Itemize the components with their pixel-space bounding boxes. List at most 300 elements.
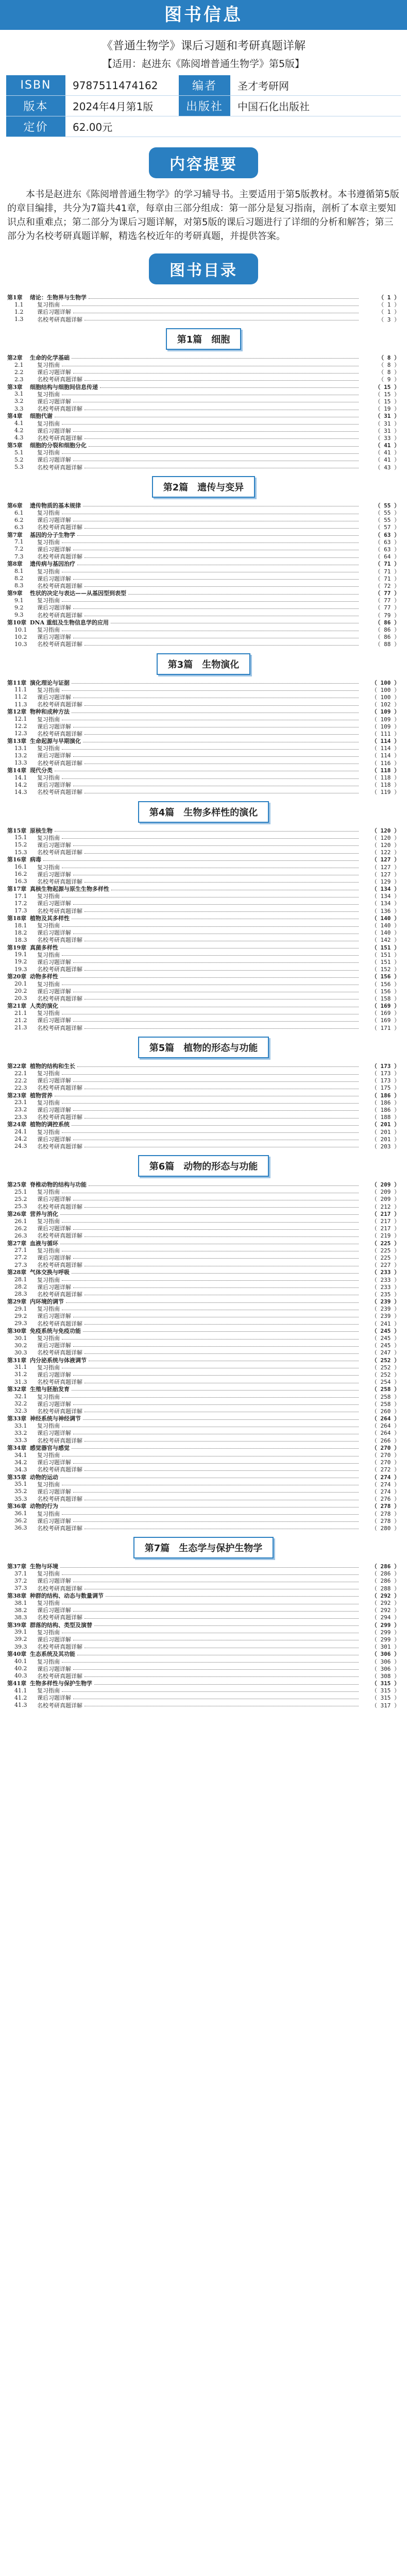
toc-entry-title: 生物多样性与保护生物学: [30, 1680, 92, 1687]
toc-section-row: [7, 1305, 400, 1312]
toc-entry-title: DNA 重组及生物信息学的应用: [30, 619, 109, 626]
toc-entry-number: 5.1: [14, 449, 24, 456]
toc-leader-dots: [73, 608, 359, 609]
toc-section-row: [7, 427, 400, 434]
toc-entry-number: 39.1: [14, 1629, 27, 1636]
toc-entry-page: （ 227 ）: [371, 1262, 400, 1269]
toc-chapter-row: [7, 1502, 400, 1510]
toc-entry-number: 40.3: [14, 1672, 27, 1680]
toc-entry-number: 12.2: [14, 723, 27, 730]
toc-leader-dots: [62, 749, 359, 750]
toc-section-row: [7, 1599, 400, 1606]
toc-leader-dots: [62, 1074, 359, 1075]
toc-entry-page: （ 239 ）: [371, 1306, 400, 1313]
toc-section-row: [7, 1225, 400, 1232]
toc-leader-dots: [60, 1567, 359, 1568]
toc-section-row: [7, 1016, 400, 1024]
toc-section-row: [7, 361, 400, 368]
toc-entry-title: 复习指南: [37, 1452, 60, 1459]
toc-entry-page: （ 1 ）: [378, 294, 400, 301]
toc-entry-title: 复习指南: [37, 1189, 60, 1196]
toc-entry-page: （ 55 ）: [375, 510, 400, 517]
toc-entry-page: （ 315 ）: [371, 1694, 400, 1702]
toc-leader-dots: [73, 1375, 359, 1376]
toc-chapter-row: [7, 973, 400, 980]
toc-entry-page: （ 301 ）: [371, 1643, 400, 1651]
toc-entry-number: 23.2: [14, 1106, 27, 1113]
toc-section-row: [7, 464, 400, 471]
toc-leader-dots: [89, 1185, 359, 1186]
toc-entry-page: （ 270 ）: [371, 1452, 400, 1459]
info-row-isbn: [6, 75, 401, 96]
toc-entry-title: 课后习题详解: [37, 1636, 71, 1643]
toc-chapter-row: [7, 1121, 400, 1128]
toc-entry-title: 复习指南: [37, 1306, 60, 1313]
toc-section-row: [7, 1400, 400, 1408]
toc-entry-page: （ 109 ）: [371, 708, 400, 716]
toc-entry-number: 第24章: [7, 1121, 27, 1128]
toc-leader-dots: [73, 1021, 359, 1022]
toc-section-row: [7, 1232, 400, 1239]
toc-entry-title: 复习指南: [37, 1658, 60, 1665]
toc-part-heading: [7, 648, 400, 679]
toc-entry-number: 10.2: [14, 633, 27, 640]
toc-entry-number: 第6章: [7, 502, 23, 509]
toc-entry-page: （ 169 ）: [371, 1010, 400, 1017]
toc-entry-number: 第11章: [7, 679, 27, 686]
toc-entry-title: 课后习题详解: [37, 1459, 71, 1466]
toc-entry-page: （ 102 ）: [371, 701, 400, 708]
toc-entry-number: 第23章: [7, 1092, 27, 1099]
toc-entry-page: （ 114 ）: [371, 738, 400, 745]
toc-entry-number: 第29章: [7, 1298, 27, 1306]
price-value: 62.00元: [73, 121, 113, 133]
toc-entry-page: （ 225 ）: [371, 1254, 400, 1261]
toc-entry-page: （ 140 ）: [371, 929, 400, 937]
toc-section-row: [7, 730, 400, 737]
toc-section-row: [7, 980, 400, 987]
toc-entry-page: （ 233 ）: [371, 1276, 400, 1283]
toc-entry-page: （ 258 ）: [371, 1400, 400, 1408]
toc-entry-title: 名校考研真题详解: [37, 878, 82, 885]
toc-entry-number: 第5章: [7, 442, 23, 449]
toc-entry-title: 课后习题详解: [37, 1488, 71, 1495]
toc-entry-title: 课后习题详解: [37, 1196, 71, 1203]
toc-section-row: [7, 1451, 400, 1459]
toc-entry-title: 脊椎动物的结构与功能: [30, 1181, 87, 1189]
toc-entry-title: 课后习题详解: [37, 693, 71, 701]
toc-chapter-row: [7, 1592, 400, 1599]
toc-entry-number: 18.1: [14, 922, 27, 929]
toc-entry-page: （ 233 ）: [371, 1269, 400, 1276]
toc-entry-number: 第18章: [7, 914, 27, 922]
toc-entry-page: （ 245 ）: [371, 1335, 400, 1342]
editor-value: 圣才考研网: [238, 80, 289, 92]
toc-leader-dots: [84, 1470, 359, 1471]
toc-entry-number: 第36章: [7, 1503, 27, 1510]
toc-entry-page: （ 245 ）: [371, 1342, 400, 1349]
toc-leader-dots: [62, 955, 359, 956]
toc-entry-number: 20.1: [14, 980, 27, 988]
toc-leader-dots: [62, 1662, 359, 1663]
toc-entry-page: （ 127 ）: [371, 863, 400, 871]
toc-leader-dots: [73, 1258, 359, 1259]
toc-entry-title: 内分泌系统与体液调节: [30, 1357, 87, 1364]
toc-leader-dots: [84, 882, 359, 883]
toc-entry-title: 名校考研真题详解: [37, 1672, 82, 1680]
toc-entry-number: 19.2: [14, 958, 27, 965]
toc-entry-title: 复习指南: [37, 1481, 60, 1488]
toc-entry-page: （ 118 ）: [371, 782, 400, 789]
toc-entry-number: 第9章: [7, 590, 23, 597]
toc-entry-title: 课后习题详解: [37, 1106, 71, 1113]
toc-entry-title: 复习指南: [37, 1393, 60, 1400]
toc-part-title: 第5篇 植物的形态与功能: [138, 1037, 269, 1058]
toc-entry-page: （ 129 ）: [371, 878, 400, 885]
toc-entry-title: 营养与消化: [30, 1210, 58, 1217]
toc-entry-title: 课后习题详解: [37, 1607, 71, 1614]
toc-entry-page: （ 225 ）: [371, 1240, 400, 1247]
toc-entry-number: 第35章: [7, 1473, 27, 1481]
toc-entry-title: 植物及其多样性: [30, 914, 70, 922]
toc-entry-number: 第31章: [7, 1357, 27, 1364]
toc-entry-title: 复习指南: [37, 362, 60, 369]
toc-section-row: [7, 1113, 400, 1121]
toc-entry-page: （ 114 ）: [371, 752, 400, 759]
toc-entry-title: 群落的结构、类型及演替: [30, 1621, 92, 1629]
toc-entry-number: 2.3: [14, 376, 24, 383]
toc-entry-number: 39.2: [14, 1636, 27, 1643]
toc-section-row: [7, 951, 400, 958]
summary-text: 本书是赵进东《陈阅增普通生物学》的学习辅导书。主要适用于第5版教材。本书遵循第5版的章目编排，共分为7篇共41章，每章由三部分组成：第一部分是复习指南，剖析了本章主要知识点和重难点；第二部分为课后习题详解，对第5版的课后习题进行了详细的分析和解答；第三部分为名校考研真题详解，精选名校近年的考研真题，并提供答案。: [7, 189, 399, 242]
toc-entry-page: （ 292 ）: [371, 1592, 400, 1599]
toc-entry-number: 5.3: [14, 464, 24, 471]
toc-section-row: [7, 1665, 400, 1672]
toc-entry-title: 名校考研真题详解: [37, 524, 82, 531]
toc-leader-dots: [72, 358, 359, 359]
toc-entry-number: 19.1: [14, 951, 27, 958]
toc-entry-number: 13.1: [14, 744, 27, 752]
toc-entry-title: 复习指南: [37, 893, 60, 900]
toc-entry-number: 9.2: [14, 604, 24, 611]
toc-leader-dots: [73, 1287, 359, 1288]
toc-section-row: [7, 1217, 400, 1225]
toc-section-row: [7, 1334, 400, 1342]
info-row-edition: [6, 96, 401, 116]
toc-entry-page: （ 274 ）: [371, 1481, 400, 1488]
toc-entry-page: （ 258 ）: [371, 1386, 400, 1393]
toc-section-row: [7, 1342, 400, 1349]
toc-leader-dots: [73, 1110, 359, 1111]
toc-entry-page: （ 41 ）: [375, 442, 400, 449]
toc-entry-number: 22.2: [14, 1077, 27, 1084]
toc-entry-title: 名校考研真题详解: [37, 1702, 82, 1709]
toc-entry-title: 名校考研真题详解: [37, 612, 82, 619]
toc-entry-title: 植物的结构和生长: [30, 1062, 75, 1070]
toc-section-row: [7, 316, 400, 323]
toc-entry-page: （ 315 ）: [371, 1680, 400, 1687]
toc-section-row: [7, 1283, 400, 1291]
toc-section-row: [7, 1261, 400, 1268]
toc-entry-title: 复习指南: [37, 510, 60, 517]
toc-entry-page: （ 306 ）: [371, 1665, 400, 1672]
toc-entry-page: （ 55 ）: [375, 502, 400, 509]
toc-entry-page: （ 15 ）: [375, 391, 400, 398]
toc-entry-page: （ 41 ）: [375, 456, 400, 464]
toc-entry-title: 名校考研真题详解: [37, 316, 82, 323]
toc-chapter-row: [7, 502, 400, 509]
toc-entry-page: （ 286 ）: [371, 1570, 400, 1578]
toc-section-row: [7, 523, 400, 531]
toc-entry-title: 复习指南: [37, 420, 60, 427]
toc-entry-page: （ 188 ）: [371, 1114, 400, 1121]
toc-entry-page: （ 252 ）: [371, 1364, 400, 1371]
toc-chapter-row: [7, 1357, 400, 1364]
toc-entry-page: （ 272 ）: [371, 1466, 400, 1473]
toc-section-row: [7, 1254, 400, 1261]
toc-leader-dots: [66, 1302, 359, 1303]
toc-entry-title: 复习指南: [37, 1687, 60, 1694]
toc-entry-title: 课后习题详解: [37, 1017, 71, 1024]
toc-entry-number: 第15章: [7, 827, 27, 834]
toc-leader-dots: [84, 1441, 359, 1442]
toc-section-row: [7, 301, 400, 308]
toc-chapter-row: [7, 737, 400, 744]
toc-entry-title: 名校考研真题详解: [37, 434, 82, 442]
toc-section-row: [7, 1495, 400, 1502]
toc-leader-dots: [94, 1625, 359, 1626]
toc-entry-page: （ 212 ）: [371, 1203, 400, 1210]
toc-leader-dots: [89, 446, 359, 447]
toc-entry-page: （ 64 ）: [375, 553, 400, 561]
toc-chapter-row: [7, 531, 400, 538]
toc-entry-page: （ 173 ）: [371, 1070, 400, 1077]
toc-entry-page: （ 33 ）: [375, 434, 400, 442]
toc-entry-title: 名校考研真题详解: [37, 1291, 82, 1298]
toc-entry-page: （ 134 ）: [371, 893, 400, 900]
toc-leader-dots: [106, 1596, 359, 1597]
toc-entry-title: 课后习题详解: [37, 958, 71, 965]
toc-entry-number: 第17章: [7, 886, 27, 893]
toc-entry-page: （ 77 ）: [375, 597, 400, 604]
toc-entry-number: 38.2: [14, 1606, 27, 1614]
toc-entry-title: 名校考研真题详解: [37, 966, 82, 973]
toc-entry-title: 课后习题详解: [37, 782, 71, 789]
toc-entry-number: 35.2: [14, 1488, 27, 1495]
toc-entry-number: 27.2: [14, 1254, 27, 1261]
toc-chapter-row: [7, 1092, 400, 1099]
toc-section-row: [7, 1378, 400, 1385]
toc-entry-number: 第10章: [7, 619, 27, 626]
toc-entry-page: （ 114 ）: [371, 745, 400, 752]
toc-section-row: [7, 1577, 400, 1584]
toc-entry-title: 复习指南: [37, 538, 60, 546]
toc-chapter-row: [7, 1385, 400, 1393]
toc-section-row: [7, 1429, 400, 1436]
toc-section-row: [7, 1687, 400, 1694]
toc-entry-page: （ 86 ）: [375, 634, 400, 641]
toc-entry-page: （ 201 ）: [371, 1121, 400, 1128]
toc-section-row: [7, 1481, 400, 1488]
toc-entry-page: （ 278 ）: [371, 1510, 400, 1517]
toc-entry-number: 28.2: [14, 1283, 27, 1291]
toc-entry-title: 名校考研真题详解: [37, 995, 82, 1002]
toc-entry-page: （ 156 ）: [371, 973, 400, 980]
toc-entry-title: 生命起源与早期演化: [30, 738, 81, 745]
toc-entry-number: 第34章: [7, 1444, 27, 1451]
toc-entry-page: （ 120 ）: [371, 841, 400, 849]
toc-entry-page: （ 209 ）: [371, 1196, 400, 1203]
toc-entry-page: （ 308 ）: [371, 1672, 400, 1680]
toc-entry-number: 8.3: [14, 582, 24, 589]
toc-entry-title: 复习指南: [37, 1364, 60, 1371]
toc-entry-number: 第37章: [7, 1563, 27, 1570]
toc-entry-page: （ 306 ）: [371, 1651, 400, 1658]
toc-section-row: [7, 871, 400, 878]
toc-entry-title: 复习指南: [37, 568, 60, 575]
toc-entry-page: （ 55 ）: [375, 517, 400, 524]
toc-entry-number: 14.3: [14, 788, 27, 795]
toc-entry-title: 课后习题详解: [37, 1578, 71, 1585]
toc-entry-number: 第32章: [7, 1386, 27, 1393]
toc-chapter-row: [7, 1327, 400, 1334]
toc-entry-number: 第26章: [7, 1210, 27, 1217]
toc-section-row: [7, 1312, 400, 1319]
book-info-table: [6, 75, 401, 137]
toc-section-row: [7, 878, 400, 885]
toc-chapter-row: [7, 1650, 400, 1657]
toc-part-heading: [7, 1150, 400, 1181]
toc-section-row: [7, 1276, 400, 1283]
toc-entry-page: （ 136 ）: [371, 907, 400, 914]
toc-leader-dots: [84, 911, 359, 912]
toc-chapter-row: [7, 679, 400, 686]
toc-entry-number: 36.3: [14, 1524, 27, 1532]
toc-entry-number: 3.1: [14, 391, 24, 398]
toc-entry-title: 课后习题详解: [37, 1430, 71, 1437]
toc-part-title: 第2篇 遗传与变异: [152, 476, 256, 498]
toc-entry-number: 30.2: [14, 1342, 27, 1349]
toc-chapter-row: [7, 1240, 400, 1247]
toc-entry-title: 复习指南: [37, 1600, 60, 1607]
toc-entry-number: 17.3: [14, 907, 27, 914]
toc-entry-number: 1.1: [14, 301, 24, 308]
toc-section-row: [7, 376, 400, 383]
toc-entry-number: 18.3: [14, 936, 27, 943]
toc-entry-title: 名校考研真题详解: [37, 1496, 82, 1503]
toc-entry-title: 免疫系统与免疫功能: [30, 1327, 81, 1334]
toc-entry-page: （ 127 ）: [371, 856, 400, 863]
toc-entry-title: 复习指南: [37, 863, 60, 871]
toc-entry-number: 18.2: [14, 929, 27, 936]
toc-entry-title: 真核生物起源与原生生物多样性: [30, 886, 109, 893]
toc-leader-dots: [84, 1353, 359, 1354]
isbn-value: 9787511474162: [73, 79, 158, 92]
toc-entry-number: 26.1: [14, 1217, 27, 1225]
toc-entry-title: 课后习题详解: [37, 1313, 71, 1320]
toc-entry-page: （ 63 ）: [375, 531, 400, 538]
toc-leader-dots: [62, 1103, 359, 1104]
toc-entry-page: （ 120 ）: [371, 827, 400, 834]
toc-chapter-row: [7, 1563, 400, 1570]
toc-section-row: [7, 892, 400, 900]
toc-leader-dots: [62, 1222, 359, 1223]
toc-entry-number: 35.1: [14, 1481, 27, 1488]
toc-entry-page: （ 209 ）: [371, 1181, 400, 1189]
toc-entry-title: 名校考研真题详解: [37, 849, 82, 856]
toc-section-row: [7, 368, 400, 376]
toc-entry-number: 1.3: [14, 316, 24, 323]
toc-leader-dots: [84, 1676, 359, 1677]
toc-entry-title: 遗传病与基因治疗: [30, 561, 75, 568]
toc-entry-page: （ 270 ）: [371, 1459, 400, 1466]
toc-entry-title: 原核生物: [30, 827, 53, 834]
toc-section-row: [7, 1606, 400, 1614]
toc-leader-dots: [84, 557, 359, 558]
toc-chapter-row: [7, 1002, 400, 1009]
toc-chapter-row: [7, 589, 400, 597]
toc-entry-page: （ 209 ）: [371, 1189, 400, 1196]
toc-entry-page: （ 100 ）: [371, 693, 400, 701]
toc-entry-number: 31.1: [14, 1364, 27, 1371]
toc-entry-title: 复习指南: [37, 1099, 60, 1106]
toc-entry-number: 33.2: [14, 1429, 27, 1436]
toc-entry-number: 27.3: [14, 1261, 27, 1268]
toc-entry-title: 课后习题详解: [37, 1283, 71, 1291]
toc-entry-page: （ 151 ）: [371, 951, 400, 958]
toc-entry-page: （ 270 ）: [371, 1444, 400, 1451]
toc-section-row: [7, 1099, 400, 1106]
toc-entry-title: 课后习题详解: [37, 369, 71, 376]
toc-leader-dots: [84, 380, 359, 381]
toc-entry-page: （ 15 ）: [375, 383, 400, 391]
toc-entry-title: 名校考研真题详解: [37, 1232, 82, 1240]
edition-label: 版本: [6, 96, 65, 116]
toc-section-row: [7, 1393, 400, 1400]
toc-entry-title: 课后习题详解: [37, 1400, 71, 1408]
toc-entry-number: 25.2: [14, 1195, 27, 1202]
toc-entry-number: 24.3: [14, 1143, 27, 1150]
edition-value: 2024年4月第1版: [73, 100, 154, 113]
toc-entry-page: （ 111 ）: [371, 730, 400, 737]
toc-entry-page: （ 77 ）: [375, 590, 400, 597]
toc-entry-number: 26.2: [14, 1225, 27, 1232]
toc-section-row: [7, 922, 400, 929]
toc-entry-page: （ 127 ）: [371, 871, 400, 878]
toc-entry-number: 8.2: [14, 575, 24, 582]
publisher-label: 出版社: [179, 96, 230, 116]
toc-entry-title: 复习指南: [37, 1128, 60, 1136]
toc-entry-page: （ 152 ）: [371, 966, 400, 973]
toc-leader-dots: [60, 977, 359, 978]
toc-entry-number: 26.3: [14, 1232, 27, 1239]
toc-entry-number: 37.1: [14, 1570, 27, 1577]
toc-entry-title: 课后习题详解: [37, 575, 71, 582]
toc-entry-title: 课后习题详解: [37, 1254, 71, 1261]
toc-entry-number: 1.2: [14, 308, 24, 315]
toc-entry-page: （ 252 ）: [371, 1371, 400, 1378]
toc-entry-number: 34.2: [14, 1459, 27, 1466]
toc-part-title: 第6篇 动物的形态与功能: [138, 1155, 269, 1177]
summary-heading: 内容提要: [149, 147, 258, 178]
toc-entry-page: （ 186 ）: [371, 1092, 400, 1099]
toc-leader-dots: [73, 1404, 359, 1405]
toc-entry-title: 名校考研真题详解: [37, 1643, 82, 1651]
toc-section-row: [7, 640, 400, 648]
toc-entry-title: 生命的化学基础: [30, 354, 70, 361]
toc-entry-number: 第39章: [7, 1621, 27, 1629]
toc-section-row: [7, 1437, 400, 1444]
